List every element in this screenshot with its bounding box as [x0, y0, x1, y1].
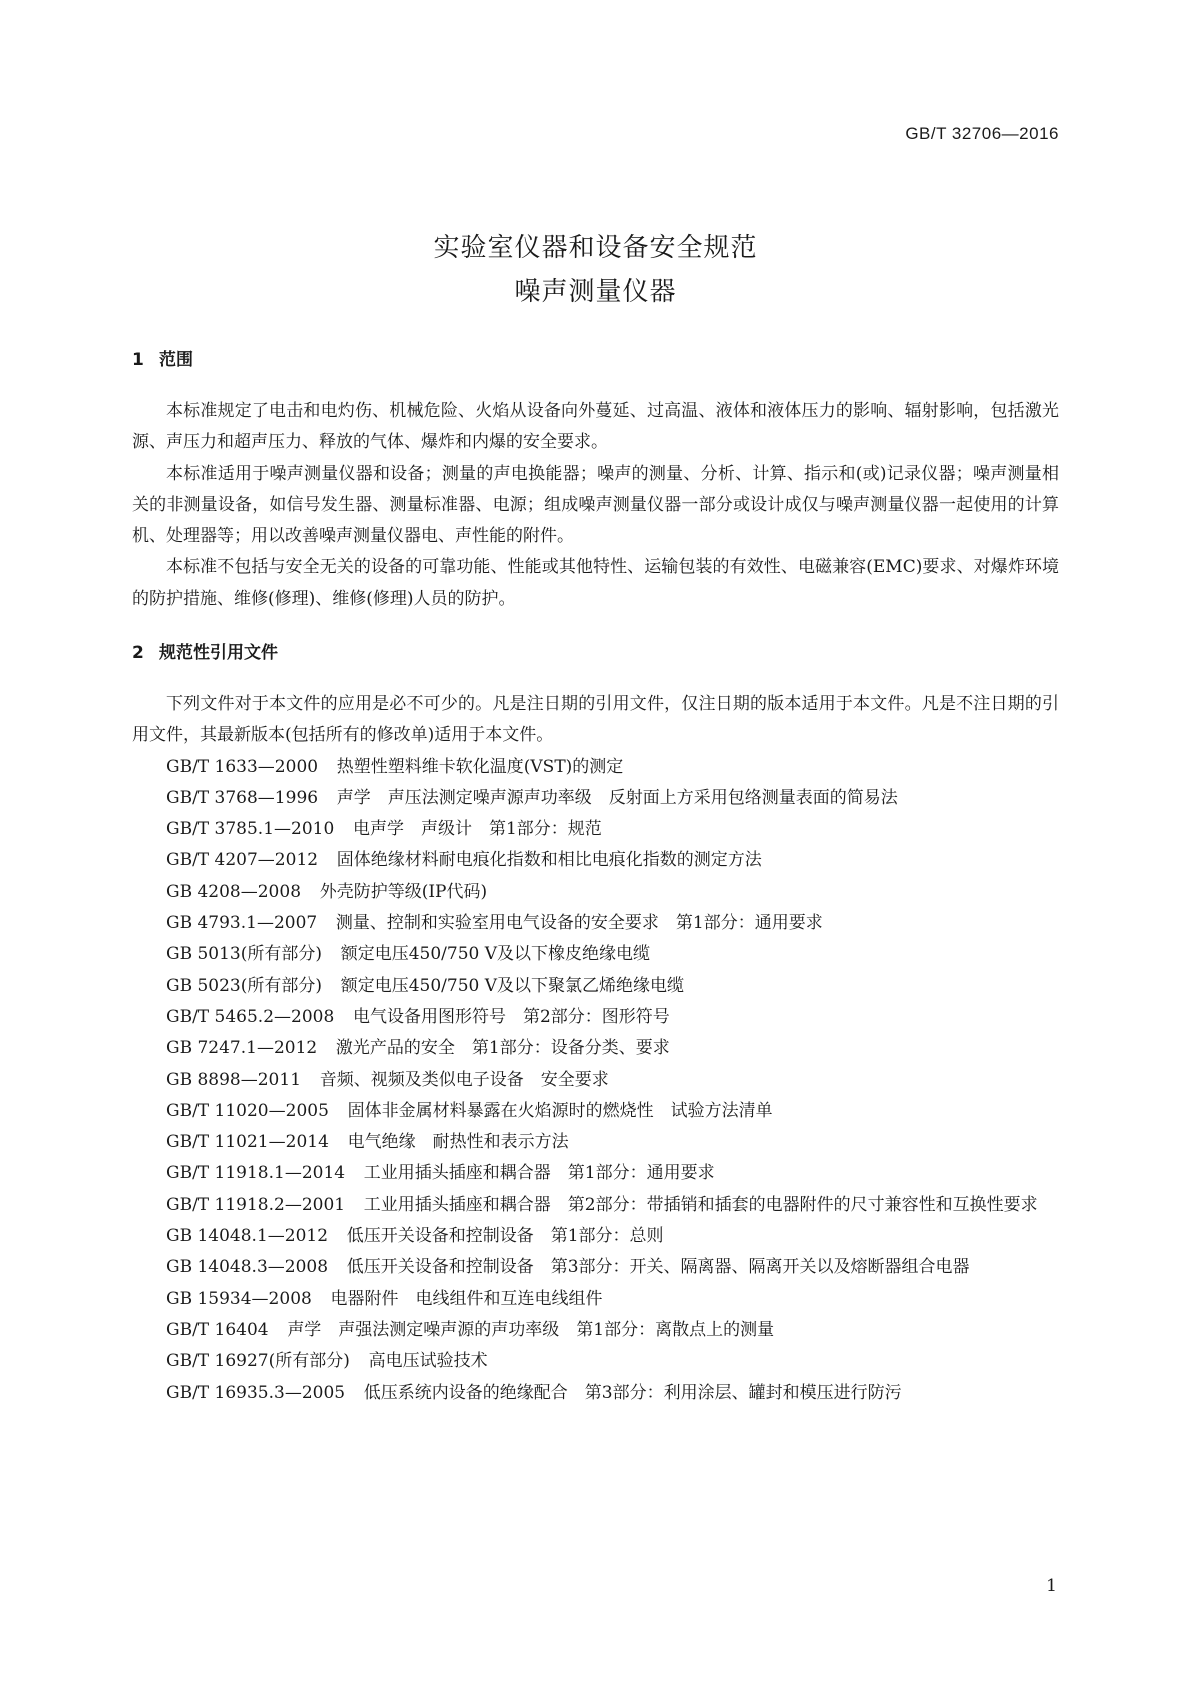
reference-item [132, 1315, 1059, 1346]
reference-item [132, 1190, 1059, 1221]
reference-item [132, 1065, 1059, 1096]
ref-code: GB/T 16927(所有部分) [166, 1351, 350, 1372]
title-line-2: 噪声测量仪器 [514, 277, 677, 307]
ref-code: GB/T 3785.1—2010 [166, 819, 335, 840]
reference-item [132, 1346, 1059, 1377]
reference-item [132, 1127, 1059, 1158]
ref-title: 高电压试验技术 [368, 1351, 488, 1372]
ref-title: 声学 声强法测定噪声源的声功率级 第1部分：离散点上的测量 [287, 1319, 775, 1340]
ref-code: GB 8898—2011 [166, 1069, 302, 1090]
ref-code: GB 7247.1—2012 [166, 1038, 318, 1059]
ref-code: GB/T 11021—2014 [166, 1132, 329, 1153]
ref-code: GB 4208—2008 [166, 881, 302, 902]
ref-code: GB 4793.1—2007 [166, 913, 318, 934]
ref-title: 额定电压450/750 V及以下聚氯乙烯绝缘电缆 [340, 975, 685, 996]
ref-title: 热塑性塑料维卡软化温度(VST)的测定 [336, 756, 624, 777]
reference-item [132, 845, 1059, 876]
ref-code: GB/T 5465.2—2008 [166, 1006, 335, 1027]
ref-code: GB/T 4207—2012 [166, 850, 319, 871]
ref-code: GB/T 3768—1996 [166, 787, 319, 808]
reference-item [132, 1158, 1059, 1189]
ref-title: 电气设备用图形符号 第2部分：图形符号 [352, 1006, 670, 1027]
ref-title: 电器附件 电线组件和互连电线组件 [330, 1288, 603, 1309]
reference-item [132, 752, 1059, 783]
section-number: 1 [132, 350, 144, 370]
reference-item [132, 877, 1059, 908]
ref-title: 工业用插头插座和耦合器 第2部分：带插销和插套的电器附件的尺寸兼容性和互换性要求 [363, 1194, 1038, 1215]
reference-item [132, 971, 1059, 1002]
standard-number: GB/T 32706—2016 [905, 124, 1059, 143]
ref-code: GB 5023(所有部分) [166, 975, 323, 996]
ref-code: GB 5013(所有部分) [166, 944, 323, 965]
section-2-body [132, 689, 1059, 1409]
paragraph: 下列文件对于本文件的应用是必不可少的。凡是注日期的引用文件，仅注日期的版本适用于本文件。凡是不注日期的引用文件，其最新版本(包括所有的修改单)适用于本文件。 [132, 694, 1059, 746]
section-title: 规范性引用文件 [159, 643, 278, 663]
ref-title: 电声学 声级计 第1部分：规范 [352, 819, 602, 840]
section-1-heading [132, 345, 193, 370]
reference-item [132, 1284, 1059, 1315]
section-title: 范围 [159, 350, 193, 370]
ref-code: GB 14048.3—2008 [166, 1257, 329, 1278]
ref-title: 固体绝缘材料耐电痕化指数和相比电痕化指数的测定方法 [336, 850, 762, 871]
ref-code: GB/T 11918.1—2014 [166, 1163, 346, 1184]
page-number: 1 [1046, 1576, 1057, 1596]
reference-item [132, 1252, 1059, 1283]
section-number: 2 [132, 643, 144, 663]
ref-title: 低压系统内设备的绝缘配合 第3部分：利用涂层、罐封和模压进行防污 [363, 1382, 902, 1403]
ref-title: 音频、视频及类似电子设备 安全要求 [319, 1069, 609, 1090]
ref-code: GB/T 11020—2005 [166, 1100, 329, 1121]
ref-title: 固体非金属材料暴露在火焰源时的燃烧性 试验方法清单 [347, 1100, 773, 1121]
ref-code: GB/T 11918.2—2001 [166, 1194, 346, 1215]
ref-code: GB/T 16404 [166, 1319, 269, 1340]
title-line-1: 实验室仪器和设备安全规范 [433, 233, 758, 263]
ref-title: 测量、控制和实验室用电气设备的安全要求 第1部分：通用要求 [335, 913, 823, 934]
ref-code: GB 14048.1—2012 [166, 1226, 329, 1247]
ref-code: GB 15934—2008 [166, 1288, 312, 1309]
section-1-body [132, 396, 1059, 615]
paragraph: 本标准不包括与安全无关的设备的可靠功能、性能或其他特性、运输包装的有效性、电磁兼容(EMC)要求、对爆炸环境的防护措施、维修(修理)、维修(修理)人员的防护。 [132, 557, 1059, 609]
ref-title: 电气绝缘 耐热性和表示方法 [347, 1132, 569, 1153]
reference-item [132, 814, 1059, 845]
paragraph: 本标准规定了电击和电灼伤、机械危险、火焰从设备向外蔓延、过高温、液体和液体压力的影响、辐射影响，包括激光源、声压力和超声压力、释放的气体、爆炸和内爆的安全要求。 [132, 401, 1059, 453]
reference-item [132, 939, 1059, 970]
ref-title: 低压开关设备和控制设备 第3部分：开关、隔离器、隔离开关以及熔断器组合电器 [346, 1257, 970, 1278]
reference-item [132, 1378, 1059, 1409]
ref-title: 低压开关设备和控制设备 第1部分：总则 [346, 1226, 664, 1247]
reference-item [132, 908, 1059, 939]
ref-title: 外壳防护等级(IP代码) [319, 881, 488, 902]
ref-title: 激光产品的安全 第1部分：设备分类、要求 [335, 1038, 670, 1059]
paragraph: 本标准适用于噪声测量仪器和设备；测量的声电换能器；噪声的测量、分析、计算、指示和(或)记录仪器；噪声测量相关的非测量设备，如信号发生器、测量标准器、电源；组成噪声测量仪器一部分或设计成仅与噪声测量仪器一起使用的计算机、处理器等；用以改善噪声测量仪器电、声性能的附件。 [132, 463, 1059, 547]
ref-title: 工业用插头插座和耦合器 第1部分：通用要求 [363, 1163, 715, 1184]
document-title [0, 226, 1191, 314]
ref-title: 声学 声压法测定噪声源声功率级 反射面上方采用包络测量表面的简易法 [336, 787, 898, 808]
ref-title: 额定电压450/750 V及以下橡皮绝缘电缆 [340, 944, 651, 965]
reference-item [132, 1096, 1059, 1127]
reference-item [132, 1033, 1059, 1064]
ref-code: GB/T 16935.3—2005 [166, 1382, 346, 1403]
reference-item [132, 1002, 1059, 1033]
reference-item [132, 1221, 1059, 1252]
ref-code: GB/T 1633—2000 [166, 756, 319, 777]
reference-item [132, 783, 1059, 814]
section-2-heading [132, 638, 278, 663]
